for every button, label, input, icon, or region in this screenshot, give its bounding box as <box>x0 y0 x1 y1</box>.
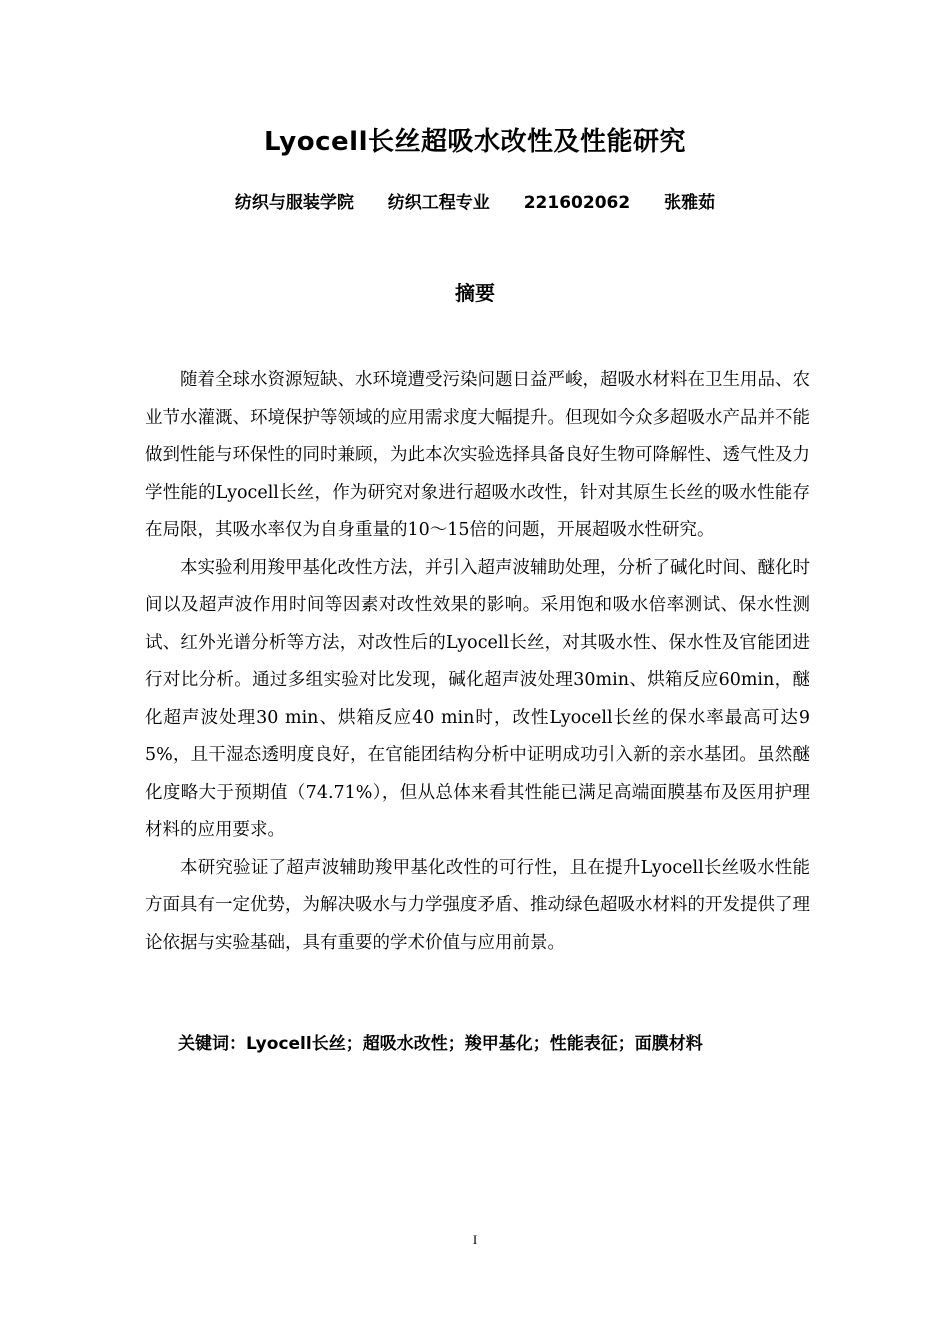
abstract-paragraph-2: 本实验利用羧甲基化改性方法，并引入超声波辅助处理，分析了碱化时间、醚化时间以及超声波作用时间等因素对改性效果的影响。采用饱和吸水倍率测试、保水性测试、红外光谱分析等方法，对改性后的Lyocell长丝，对其吸水性、保水性及官能团进行对比分析。通过多组实验对比发现，碱化超声波处理30min、烘箱反应60min，醚化超声波处理30 min、烘箱反应40 min时，改性Lyocell长丝的保水率最高可达95%，且干湿态透明度良好，在官能团结构分析中证明成功引入新的亲水基团。虽然醚化度略大于预期值（74.71%），但从总体来看其性能已满足高端面膜基布及医用护理材料的应用要求。 <box>145 557 810 840</box>
student-id: 221602062 <box>523 193 631 213</box>
abstract-paragraph-1: 随着全球水资源短缺、水环境遭受污染问题日益严峻，超吸水材料在卫生用品、农业节水灌溉、环境保护等领域的应用需求度大幅提升。但现如今众多超吸水产品并不能做到性能与环保性的同时兼顾，为此本次实验选择具备良好生物可降解性、透气性及力学性能的Lyocell长丝，作为研究对象进行超吸水改性，针对其原生长丝的吸水性能存在局限，其吸水率仅为自身重量的10～15倍的问题，开展超吸水性研究。 <box>145 370 810 540</box>
page-number: I <box>472 1232 478 1247</box>
abstract-heading: 摘要 <box>455 281 495 305</box>
abstract-paragraph-3: 本研究验证了超声波辅助羧甲基化改性的可行性，且在提升Lyocell长丝吸水性能方面具有一定优势，为解决吸水与力学强度矛盾、推动绿色超吸水材料的开发提供了理论依据与实验基础，具有重要的学术价值与应用前景。 <box>145 857 810 953</box>
paper-title: Lyocell长丝超吸水改性及性能研究 <box>264 127 686 157</box>
college-name: 纺织与服装学院 <box>234 193 354 213</box>
abstract-body <box>145 362 810 962</box>
major-name: 纺织工程专业 <box>387 193 490 213</box>
author-line <box>0 190 950 216</box>
author-name: 张雅茹 <box>664 193 716 213</box>
keywords-line: 关键词：Lyocell长丝；超吸水改性；羧甲基化；性能表征；面膜材料 <box>178 1034 703 1054</box>
